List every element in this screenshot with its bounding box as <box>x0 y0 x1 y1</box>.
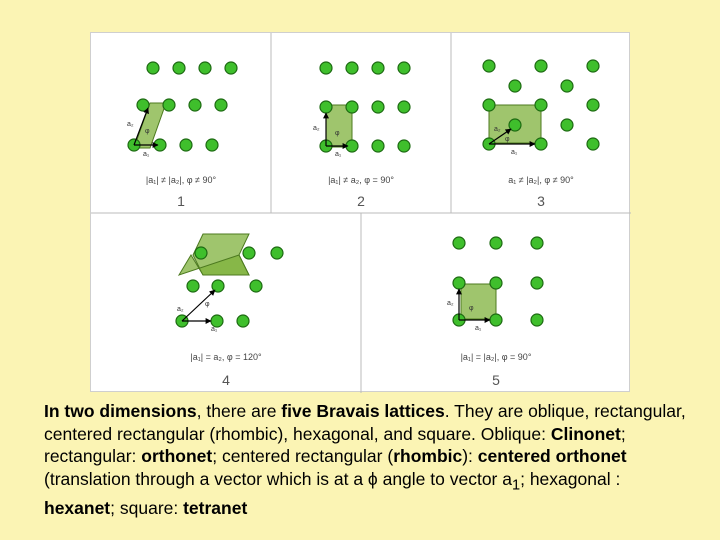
caption-segment: ): <box>462 446 478 466</box>
caption-emphasis-centered-orthonet: centered orthonet <box>477 446 627 466</box>
caption-emphasis-orthonet: orthonet <box>141 446 213 466</box>
panel-number-5: 5 <box>492 372 500 388</box>
label-a1-square: a₁ <box>475 325 482 332</box>
panel-hexagonal <box>176 234 283 388</box>
label-phi-oblique: φ <box>145 128 150 135</box>
label-a2-centered: a₂ <box>494 126 501 133</box>
caption-emphasis-five-lattices: five Bravais lattices <box>281 401 445 421</box>
label-a2-hexagonal: a₂ <box>177 306 184 313</box>
panel-number-1: 1 <box>177 193 185 209</box>
unit-cell-square <box>461 284 496 319</box>
caption-emphasis-two-dimensions: In two dimensions <box>44 401 197 421</box>
label-a2-oblique: a₂ <box>127 121 134 128</box>
panel-number-2: 2 <box>357 193 365 209</box>
caption-segment: ; square: <box>110 497 184 518</box>
panel-number-3: 3 <box>537 193 545 209</box>
panel-centered-rectangular <box>483 60 599 209</box>
panel-number-4: 4 <box>222 372 230 388</box>
label-phi-hexagonal: φ <box>205 301 210 308</box>
caption-emphasis-hexanet: hexanet <box>44 497 111 518</box>
caption-segment: angle to vector a <box>377 468 512 489</box>
bravais-lattice-figure <box>90 32 630 392</box>
label-phi-centered: φ <box>505 136 510 143</box>
caption-segment: ; hexagonal : <box>520 468 621 489</box>
condition-hexagonal: |a₁| = a₂, φ = 120° <box>190 352 262 362</box>
caption-segment: (translation through a vector which is at a <box>44 468 368 489</box>
caption-phi-symbol: ϕ <box>367 468 378 489</box>
caption-segment: ; rectangular: <box>44 423 626 466</box>
label-a1-oblique: a₁ <box>143 151 150 158</box>
label-a2-rectangular: a₂ <box>313 125 320 132</box>
caption-emphasis-rhombic: rhombic <box>393 446 463 466</box>
label-phi-square: φ <box>469 305 474 312</box>
condition-oblique: |a₁| ≠ |a₂|, φ ≠ 90° <box>145 175 217 185</box>
label-a1-centered: a₁ <box>511 149 518 156</box>
condition-centered: a₁ ≠ |a₂|, φ ≠ 90° <box>508 175 574 185</box>
caption-emphasis-tetranet: tetranet <box>183 497 248 518</box>
label-a2-square: a₂ <box>447 300 454 307</box>
caption-subscript: 1 <box>511 477 521 493</box>
label-phi-rectangular: φ <box>335 130 340 137</box>
panel-rectangular <box>313 62 410 209</box>
caption-text <box>44 400 694 519</box>
caption-segment: , there are <box>196 401 282 421</box>
label-a1-rectangular: a₁ <box>335 151 342 158</box>
caption-emphasis-clinonet: Clinonet <box>550 423 621 444</box>
condition-square: |a₁| = |a₂|, φ = 90° <box>460 352 532 362</box>
caption-segment: . They are oblique, rectangular, centered rectangular (rhombic), hexagonal, and square. Oblique: <box>44 401 686 444</box>
condition-rectangular: |a₁| ≠ a₂, φ = 90° <box>328 175 394 185</box>
caption-segment: ; centered rectangular ( <box>212 446 394 466</box>
panel-square <box>447 237 543 388</box>
panel-oblique <box>127 62 237 209</box>
label-a1-hexagonal: a₁ <box>211 326 218 333</box>
vector-a2-hexagonal <box>182 290 215 321</box>
